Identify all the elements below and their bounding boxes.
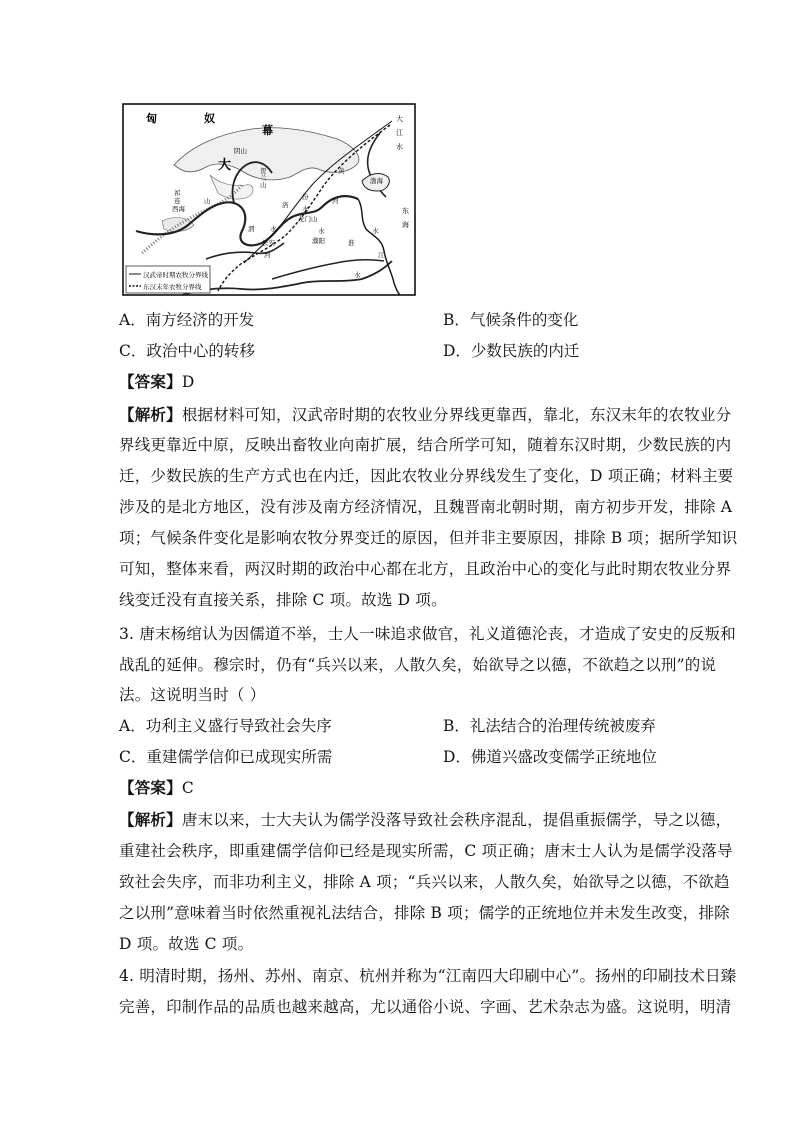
q2-analysis-line: 【解析】根据材料可知，汉武帝时期的农牧业分界线更靠西，靠北，东汉末年的农牧业分 (119, 405, 732, 424)
label-mu: 幕 (262, 124, 273, 137)
label-qilian-1: 祁 (174, 189, 181, 197)
q3-stem-line: 3. 唐末杨绾认为因儒道不举，士人一味追求做官，礼义道德沦丧，才造成了安史的反叛和 (119, 625, 736, 643)
q3-option-b: B．礼法结合的治理传统被废弃 (443, 717, 656, 735)
q3-analysis-line: D 项。故选 C 项。 (119, 935, 254, 953)
label-xiongnu-2: 奴 (204, 112, 215, 125)
q2-option-a: A．南方经济的开发 (119, 311, 255, 329)
label-helan-3: 山 (260, 181, 267, 189)
q2-analysis-line: 项；气候条件变化是影响农牧分界变迁的原因，但并非主要原因，排除 B 项；据所学知识 (119, 529, 738, 547)
q3-analysis-line: 重建社会秩序，即重建儒学信仰已经是现实所需，C 项正确；唐末士人认为是儒学没落导 (119, 842, 733, 860)
label-qilian-2: 连 (174, 197, 181, 205)
label-huai: 淮 (348, 239, 355, 247)
analysis-label: 【解析】 (119, 405, 182, 424)
q2-analysis-line: 迁，少数民族的生产方式也在内迁，因此农牧业分界线发生了变化，D 项正确；材料主要 (119, 467, 734, 485)
q3-analysis-line: 【解析】唐末以来，士大夫认为儒学没落导致社会秩序混乱，提倡重振儒学，导之以德， (119, 810, 732, 829)
label-da: 大 (218, 158, 232, 173)
q2-answer (119, 372, 194, 392)
q3-option-a: A．功利主义盛行导致社会失序 (119, 717, 332, 735)
q4-stem-line: 4. 明清时期，扬州、苏州、南京、杭州并称为“江南四大印刷中心”。扬州的印刷技术日臻 (119, 967, 737, 985)
q2-analysis-line: 可知，整体来看，两汉时期的政治中心都在北方，且政治中心的变化与此时期农牧业分界 (119, 560, 732, 578)
legend-eastern-han: 东汉末年农牧分界线 (143, 283, 202, 291)
label-he-2: 河 (332, 197, 339, 205)
answer-label: 【答案】 (119, 372, 182, 391)
answer-value: C (181, 779, 194, 797)
label-changan-he: 河 (264, 251, 271, 259)
label-yinshan: 阴山 (234, 147, 247, 155)
q3-option-d: D．佛道兴盛改变儒学正统地位 (443, 748, 657, 766)
q3-answer (119, 778, 194, 798)
label-qilian-3: 山 (204, 197, 211, 205)
label-donghai-2: 海 (402, 221, 409, 229)
analysis-label: 【解析】 (119, 810, 182, 829)
label-huai-2: 水 (372, 227, 379, 235)
q2-analysis-line: 线变迁没有直接关系，排除 C 项。故选 D 项。 (119, 591, 447, 609)
answer-value: D (181, 373, 195, 391)
label-helan-1: 贺 (260, 167, 267, 175)
q3-option-c: C．重建儒学信仰已成现实所需 (119, 748, 333, 766)
q2-analysis-line: 界线更靠近中原，反映出畜牧业向南扩展，结合所学可知，随着东汉时期，少数民族的内 (119, 436, 732, 454)
label-fenshui-1: 汾 (302, 193, 309, 201)
label-xiongnu-1: 匈 (146, 112, 157, 125)
label-jiang: 江 (378, 251, 385, 259)
label-xihai: 西海 (172, 205, 185, 213)
label-dajiang-1: 大 (396, 115, 403, 123)
label-he: 黄 (338, 167, 345, 175)
label-dajiang-2: 江 (396, 129, 403, 137)
q3-stem-line: 战乱的延伸。穆宗时，仍有“兵兴以来，人散久矣，始欲导之以德，不欲趋之以刑”的说 (119, 656, 717, 674)
q4-stem-line: 完善，印制作品的品质也越来越高，尤以通俗小说、字画、艺术杂志为盛。这说明，明清 (119, 998, 732, 1016)
label-weishui: 渭 (248, 225, 255, 233)
label-changan: 长安 (262, 239, 275, 247)
answer-label: 【答案】 (119, 778, 182, 797)
q3-analysis-line: 之以刑”意味着当时依然重视礼法结合，排除 B 项；儒学的正统地位并未发生改变，排除 (119, 904, 730, 922)
label-longmen: 龙门山 (298, 215, 318, 223)
label-helan-2: 兰 (260, 174, 267, 182)
legend-han-wudi: 汉武帝时期农牧分界线 (143, 271, 208, 279)
label-jiang-2: 水 (354, 271, 361, 279)
label-dajiang-3: 水 (396, 143, 403, 151)
historical-map (122, 103, 416, 296)
q2-option-c: C．政治中心的转移 (119, 342, 255, 360)
q2-option-b: B．气候条件的变化 (443, 311, 579, 329)
q3-analysis-line: 致社会失序，而非功利主义，排除 A 项；“兵兴以来，人散久矣，始欲导之以德，不欲趋 (119, 873, 730, 891)
label-donghai-1: 东 (402, 207, 409, 215)
label-puyang: 濮阳 (312, 237, 325, 245)
q3-stem-line: 法。这说明当时（ ） (119, 686, 266, 704)
label-luoshui: 洛 (282, 201, 289, 209)
label-bohai: 渤海 (370, 177, 383, 185)
label-fenshui-2: 水 (302, 205, 309, 213)
q2-option-d: D．少数民族的内迁 (443, 342, 580, 360)
q2-analysis-line: 涉及的是北方地区，没有涉及南方经济情况，且魏晋南北朝时期，南方初步开发，排除 A (119, 498, 733, 516)
label-shui-mid: 水 (318, 227, 325, 235)
label-weishui-2: 水 (270, 225, 277, 233)
